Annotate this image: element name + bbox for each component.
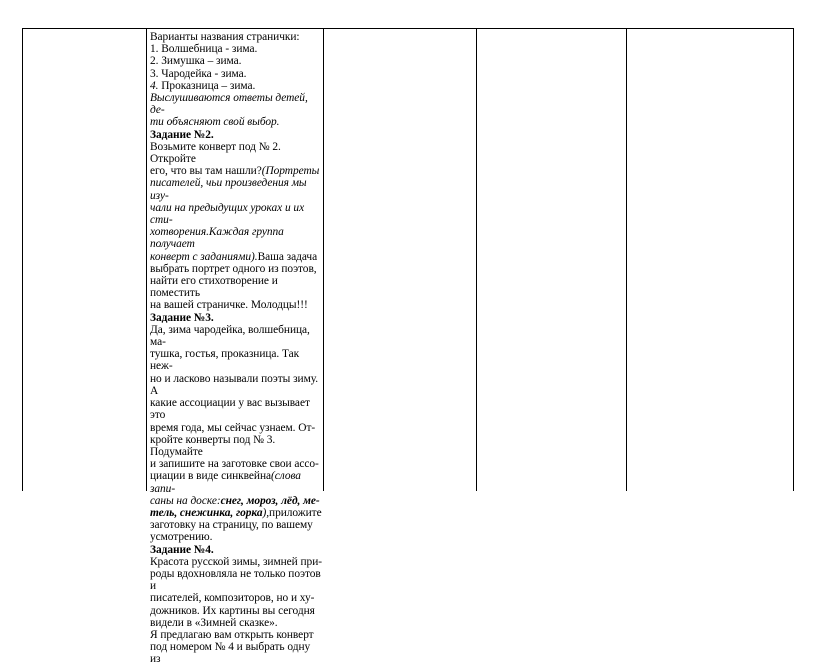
text-line [150,507,322,519]
text-line: Я предлагаю вам открыть конверт [150,628,314,641]
task-2-heading: Задание №2. [150,128,214,141]
task-3-heading: Задание №3. [150,311,214,324]
text-span: циации в виде синквейна [150,470,272,483]
text-line [150,226,322,250]
text-line: чали на предыдущих уроках и их сти- [150,201,305,227]
table-column-border [146,28,147,491]
text-span: Ваша задача [257,250,318,263]
text-line: найти его стихотворение и поместить [150,275,278,300]
text-span: Проказница – зима. [158,79,256,92]
text-span: саны на доске: [150,494,221,507]
text-line: какие ассоциации у вас вызывает это [150,397,310,422]
text-line: под номером № 4 и выбрать одну из [150,641,311,666]
text-line: Да, зима чародейка, волшебница, ма- [150,323,310,349]
table-column-border [793,28,794,491]
text-line: писателей, чьи произведения мы изу- [150,177,307,202]
text-line [150,165,322,177]
text-line: Красота русской зимы, зимней при- [150,555,322,568]
text-line [150,495,322,507]
text-span: хотворения. [150,226,209,239]
text-line: дожников. Их картины вы сегодня [150,604,315,617]
text-line: 3. Чародейка - зима. [150,67,247,80]
text-span: ), [262,506,270,519]
text-span: тель, снежинка, горка [150,506,263,519]
text-line: Варианты названия странички: [150,31,300,43]
text-line: но и ласково называли поэты зиму. А [150,372,319,397]
text-span: снег, мороз, лёд, ме- [220,494,320,507]
table-column-border [323,28,324,491]
table-column-border [22,28,23,491]
text-line: видели в «Зимней сказке». [150,616,278,629]
task-4-heading: Задание №4. [150,543,214,556]
text-line [150,80,322,92]
text-line: тушка, гостья, проказница. Так неж- [150,348,300,373]
text-line: кройте конверты под № 3. Подумайте [150,433,276,458]
text-span: Каждая группа получает [150,226,284,251]
text-span: (слова запи- [150,470,301,495]
text-span: конверт с заданиями). [150,250,258,263]
text-line [150,470,322,494]
text-line: роды вдохновляла не только поэтов и [150,567,321,593]
text-span: его, что вы там нашли? [150,165,262,178]
text-line: писателей, композиторов, но и ху- [150,592,315,605]
table-top-border [22,28,794,29]
text-line: ти объясняют свой выбор. [150,116,280,129]
table-column-border [626,28,627,491]
table-column-border [476,28,477,491]
text-line [150,251,322,263]
text-line: на вашей страничке. Молодцы!!! [150,299,308,312]
text-line: Выслушиваются ответы детей, де- [150,92,308,117]
text-line: Возьмите конверт под № 2. Откройте [150,140,281,166]
text-line: 1. Волшебница - зима. [150,43,258,56]
text-line: и запишите на заготовке свои ассо- [150,458,319,471]
text-span: 4. [150,79,159,92]
text-line: время года, мы сейчас узнаем. От- [150,421,316,434]
lesson-text-cell [150,31,322,666]
text-line: выбрать портрет одного из поэтов, [150,262,317,275]
text-line: усмотрению. [150,531,213,544]
text-line: 2. Зимушка – зима. [150,55,242,68]
text-line: заготовку на страницу, по вашему [150,519,313,532]
text-span: (Портреты [261,165,320,178]
text-span: приложите [269,506,322,519]
